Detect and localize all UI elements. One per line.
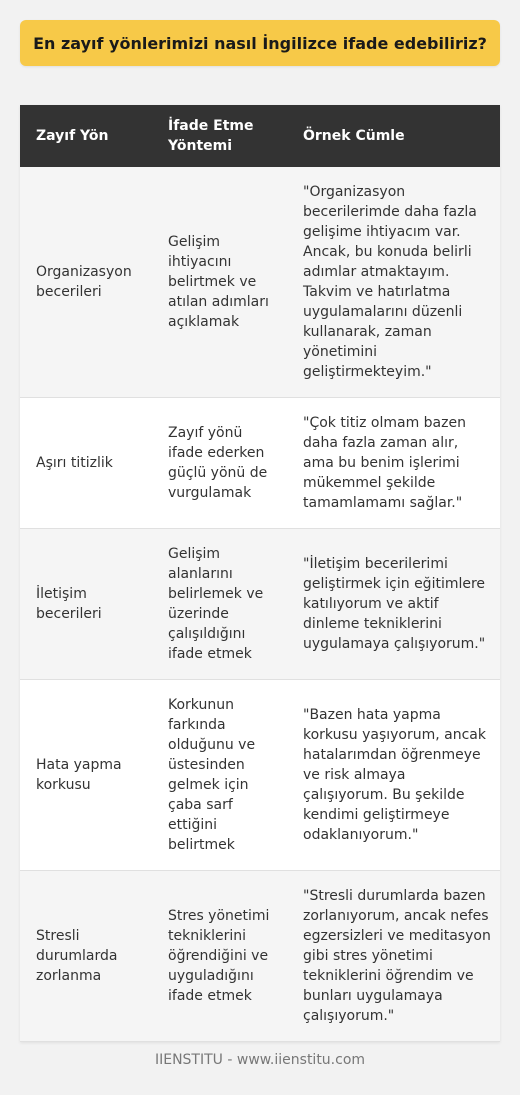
cell-weakness: Stresli durumlarda zorlanma bbox=[36, 928, 118, 984]
cell-method: Zayıf yönü ifade ederken güçlü yönü de vurgulamak bbox=[168, 425, 268, 501]
table-row bbox=[20, 398, 500, 529]
cell-example: "Çok titiz olmam bazen daha fazla zaman alır, ama bu benim işlerimi mükemmel şekilde tamamlamamı sağlar." bbox=[303, 415, 466, 511]
cell-example: "İletişim becerilerimi geliştirmek için eğitimlere katılıyorum ve aktif dinleme tekniklerini uygulamaya çalışıyorum." bbox=[303, 556, 486, 652]
cell-example: "Stresli durumlarda bazen zorlanıyorum, ancak nefes egzersizleri ve meditasyon gibi stres yönetimi tekniklerini öğrendim ve bunları uygulamaya çalışıyorum." bbox=[303, 888, 491, 1024]
table-header-row bbox=[20, 105, 500, 167]
cell-weakness: Aşırı titizlik bbox=[36, 455, 113, 471]
table-row bbox=[20, 529, 500, 680]
title-banner bbox=[20, 20, 500, 66]
weakness-table bbox=[20, 105, 500, 1042]
page-title: En zayıf yönlerimizi nasıl İngilizce ifade edebiliriz? bbox=[33, 33, 487, 53]
cell-weakness: Organizasyon becerileri bbox=[36, 264, 132, 300]
cell-weakness: İletişim becerileri bbox=[36, 586, 102, 622]
cell-example: "Organizasyon becerilerimde daha fazla gelişime ihtiyacım var. Ancak, bu konuda belirli adımlar atmaktayım. Takvim ve hatırlatma uygulamalarını düzenli kullanarak, zaman yönetimini geliştirmekteyim." bbox=[303, 184, 477, 380]
cell-method: Stres yönetimi tekniklerini öğrendiğini ve uyguladığını ifade etmek bbox=[168, 908, 270, 1004]
table-row bbox=[20, 680, 500, 871]
cell-method: Gelişim ihtiyacını belirtmek ve atılan adımları açıklamak bbox=[168, 234, 269, 330]
cell-example: "Bazen hata yapma korkusu yaşıyorum, ancak hatalarımdan öğrenmeye ve risk almaya çalışıyorum. Bu şekilde kendimi geliştirmeye odaklanıyorum." bbox=[303, 707, 486, 843]
cell-method: Gelişim alanlarını belirlemek ve üzerinde çalışıldığını ifade etmek bbox=[168, 546, 264, 662]
header-weakness: Zayıf Yön bbox=[36, 128, 109, 144]
cell-weakness: Hata yapma korkusu bbox=[36, 757, 122, 793]
cell-method: Korkunun farkında olduğunu ve üstesinden gelmek için çaba sarf ettiğini belirtmek bbox=[168, 697, 256, 853]
table-row bbox=[20, 871, 500, 1042]
table-row bbox=[20, 167, 500, 398]
header-method: İfade Etme Yöntemi bbox=[168, 118, 254, 154]
header-example: Örnek Cümle bbox=[303, 128, 405, 144]
footer-credit: IIENSTITU - www.iienstitu.com bbox=[154, 1052, 366, 1068]
